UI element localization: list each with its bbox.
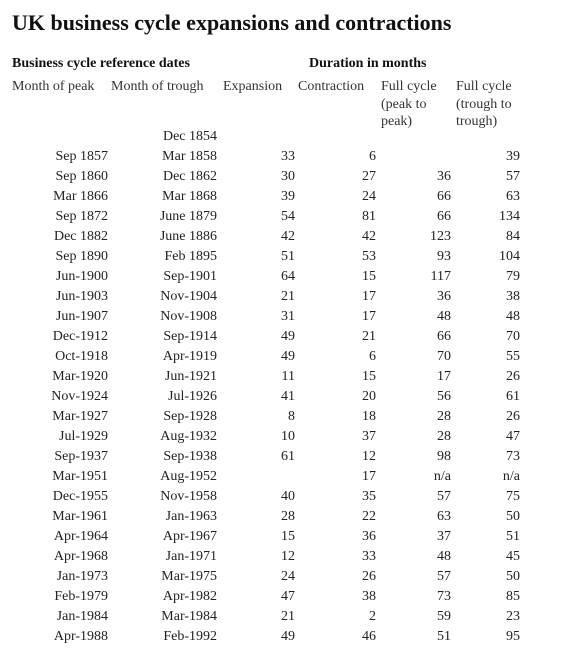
col-header-line: Full cycle — [381, 79, 437, 94]
cell-month-of-peak: Apr-1988 — [53, 629, 108, 644]
cell-full-cycle-trough: 84 — [506, 229, 520, 244]
cell-month-of-trough: Mar 1858 — [162, 149, 217, 164]
col-header-month-of-peak — [12, 78, 94, 96]
cell-contraction: 21 — [362, 329, 376, 344]
cell-expansion: 28 — [281, 509, 295, 524]
table-row — [0, 467, 570, 487]
cell-month-of-trough: Sep-1901 — [163, 269, 217, 284]
cell-month-of-peak: Sep 1890 — [55, 249, 108, 264]
cell-contraction: 6 — [369, 149, 376, 164]
cell-contraction: 24 — [362, 189, 376, 204]
col-header-line: (trough to — [456, 96, 512, 112]
cell-full-cycle-trough: 26 — [506, 409, 520, 424]
table-row — [0, 547, 570, 567]
table-row — [0, 507, 570, 527]
cell-full-cycle-trough: 55 — [506, 349, 520, 364]
table-row — [0, 387, 570, 407]
cell-full-cycle-trough: 70 — [506, 329, 520, 344]
cell-month-of-peak: Oct-1918 — [55, 349, 108, 364]
cell-full-cycle-peak: 117 — [430, 269, 451, 284]
cell-full-cycle-trough: 57 — [506, 169, 520, 184]
cell-month-of-peak: Sep 1857 — [55, 149, 108, 164]
col-header-month-of-trough — [111, 78, 204, 96]
col-header-line: Full cycle — [456, 79, 512, 94]
cell-contraction: 18 — [362, 409, 376, 424]
table-title: UK business cycle expansions and contractions — [12, 10, 452, 35]
cell-full-cycle-trough: n/a — [502, 469, 520, 484]
cell-full-cycle-trough: 75 — [506, 489, 520, 504]
cell-contraction: 12 — [362, 449, 376, 464]
col-header-contraction — [298, 78, 364, 96]
cell-full-cycle-peak: 57 — [437, 569, 451, 584]
cell-month-of-trough: Apr-1919 — [162, 349, 217, 364]
cell-full-cycle-peak: 66 — [437, 209, 451, 224]
cell-full-cycle-trough: 26 — [506, 369, 520, 384]
table-row — [0, 267, 570, 287]
cell-full-cycle-peak: 56 — [437, 389, 451, 404]
cell-full-cycle-peak: 57 — [437, 489, 451, 504]
cell-month-of-peak: Sep-1937 — [54, 449, 108, 464]
cell-month-of-peak: Dec-1912 — [52, 329, 108, 344]
cell-contraction: 17 — [362, 469, 376, 484]
cell-full-cycle-trough: 45 — [506, 549, 520, 564]
cell-expansion: 54 — [281, 209, 295, 224]
cell-contraction: 22 — [362, 509, 376, 524]
cell-month-of-trough: Jan-1971 — [165, 549, 217, 564]
cell-month-of-trough: Sep-1938 — [163, 449, 217, 464]
cell-month-of-trough: Mar-1984 — [161, 609, 217, 624]
cell-expansion: 39 — [281, 189, 295, 204]
cell-full-cycle-peak: 28 — [437, 429, 451, 444]
col-header-line: trough) — [456, 114, 498, 129]
cell-full-cycle-trough: 47 — [506, 429, 520, 444]
cell-full-cycle-peak: 48 — [437, 309, 451, 324]
cell-contraction: 81 — [362, 209, 376, 224]
table-row — [0, 567, 570, 587]
cell-month-of-peak: Apr-1968 — [53, 549, 108, 564]
col-header-line: (peak to — [381, 96, 427, 112]
cell-full-cycle-peak: 37 — [437, 529, 451, 544]
table-row — [0, 527, 570, 547]
cell-full-cycle-peak: 36 — [437, 289, 451, 304]
cell-month-of-peak: Sep 1860 — [55, 169, 108, 184]
table-row — [0, 607, 570, 627]
cell-expansion: 51 — [281, 249, 295, 264]
cell-month-of-peak: Feb-1979 — [54, 589, 108, 604]
cell-expansion: 24 — [281, 569, 295, 584]
table-row — [0, 447, 570, 467]
cell-month-of-trough: Nov-1904 — [160, 289, 217, 304]
cell-full-cycle-trough: 38 — [506, 289, 520, 304]
cell-full-cycle-peak: 98 — [437, 449, 451, 464]
cell-contraction: 33 — [362, 549, 376, 564]
cell-full-cycle-trough: 23 — [506, 609, 520, 624]
cell-full-cycle-trough: 79 — [506, 269, 520, 284]
cell-expansion: 64 — [281, 269, 295, 284]
table-row — [0, 247, 570, 267]
cell-month-of-trough: Dec 1862 — [162, 169, 217, 184]
cell-month-of-peak: Jan-1984 — [56, 609, 108, 624]
cell-full-cycle-trough: 104 — [499, 249, 520, 264]
cell-month-of-peak: Sep 1872 — [55, 209, 108, 224]
cell-full-cycle-trough: 73 — [506, 449, 520, 464]
data-table-body — [0, 127, 570, 647]
cell-month-of-peak: Mar-1951 — [52, 469, 108, 484]
cell-month-of-trough: Sep-1928 — [163, 409, 217, 424]
cell-expansion: 12 — [281, 549, 295, 564]
table-row — [0, 327, 570, 347]
col-header-full-cycle-trough — [456, 78, 512, 131]
cell-month-of-peak: Nov-1924 — [51, 389, 108, 404]
reference-dates-header: Business cycle reference dates — [12, 56, 190, 71]
cell-expansion: 49 — [281, 349, 295, 364]
cell-contraction: 2 — [369, 609, 376, 624]
cell-expansion: 42 — [281, 229, 295, 244]
cell-month-of-trough: Nov-1958 — [160, 489, 217, 504]
cell-month-of-peak: Jun-1907 — [55, 309, 108, 324]
cell-month-of-trough: Jul-1926 — [168, 389, 217, 404]
cell-contraction: 17 — [362, 309, 376, 324]
cell-month-of-trough: Nov-1908 — [160, 309, 217, 324]
cell-month-of-peak: Dec-1955 — [52, 489, 108, 504]
table-row — [0, 167, 570, 187]
cell-expansion: 40 — [281, 489, 295, 504]
cell-full-cycle-trough: 134 — [499, 209, 520, 224]
cell-contraction: 27 — [362, 169, 376, 184]
table-row — [0, 487, 570, 507]
table-row — [0, 207, 570, 227]
cell-month-of-trough: Jan-1963 — [165, 509, 217, 524]
cell-full-cycle-trough: 95 — [506, 629, 520, 644]
cell-full-cycle-trough: 50 — [506, 569, 520, 584]
cell-contraction: 46 — [362, 629, 376, 644]
cell-expansion: 10 — [281, 429, 295, 444]
cell-contraction: 53 — [362, 249, 376, 264]
cell-full-cycle-peak: 66 — [437, 189, 451, 204]
cell-full-cycle-trough: 63 — [506, 189, 520, 204]
col-header-line: Month of trough — [111, 79, 204, 94]
cell-month-of-peak: Mar-1961 — [52, 509, 108, 524]
table-row — [0, 307, 570, 327]
cell-month-of-peak: Apr-1964 — [53, 529, 108, 544]
cell-full-cycle-trough: 39 — [506, 149, 520, 164]
cell-month-of-peak: Jul-1929 — [59, 429, 108, 444]
cell-month-of-trough: Apr-1982 — [162, 589, 217, 604]
cell-full-cycle-peak: 73 — [437, 589, 451, 604]
cell-contraction: 35 — [362, 489, 376, 504]
cell-full-cycle-peak: 93 — [437, 249, 451, 264]
cell-contraction: 15 — [362, 269, 376, 284]
cell-month-of-trough: Sep-1914 — [163, 329, 217, 344]
cell-month-of-trough: June 1886 — [159, 229, 217, 244]
table-row — [0, 127, 570, 147]
cell-month-of-trough: Apr-1967 — [162, 529, 217, 544]
cell-month-of-trough: Dec 1854 — [162, 129, 217, 144]
cell-expansion: 21 — [281, 609, 295, 624]
cell-month-of-trough: Feb-1992 — [163, 629, 217, 644]
cell-expansion: 41 — [281, 389, 295, 404]
cell-full-cycle-peak: 17 — [437, 369, 451, 384]
cell-contraction: 6 — [369, 349, 376, 364]
cell-contraction: 37 — [362, 429, 376, 444]
cell-contraction: 36 — [362, 529, 376, 544]
table-row — [0, 287, 570, 307]
table-row — [0, 147, 570, 167]
cell-full-cycle-trough: 85 — [506, 589, 520, 604]
cell-month-of-peak: Mar-1927 — [52, 409, 108, 424]
cell-expansion: 11 — [281, 369, 295, 384]
cell-full-cycle-peak: 63 — [437, 509, 451, 524]
col-header-expansion — [223, 78, 282, 96]
cell-expansion: 21 — [281, 289, 295, 304]
cell-month-of-peak: Jun-1903 — [55, 289, 108, 304]
cell-expansion: 8 — [288, 409, 295, 424]
cell-expansion: 49 — [281, 329, 295, 344]
duration-header: Duration in months — [309, 56, 427, 71]
cell-month-of-peak: Mar-1920 — [52, 369, 108, 384]
cell-expansion: 49 — [281, 629, 295, 644]
col-header-line: peak) — [381, 114, 413, 129]
table-row — [0, 587, 570, 607]
cell-expansion: 31 — [281, 309, 295, 324]
cell-month-of-trough: Mar 1868 — [162, 189, 217, 204]
cell-contraction: 26 — [362, 569, 376, 584]
cell-expansion: 33 — [281, 149, 295, 164]
cell-full-cycle-peak: 70 — [437, 349, 451, 364]
cell-full-cycle-peak: 51 — [437, 629, 451, 644]
table-row — [0, 187, 570, 207]
cell-month-of-peak: Jun-1900 — [55, 269, 108, 284]
cell-contraction: 17 — [362, 289, 376, 304]
cell-expansion: 15 — [281, 529, 295, 544]
cell-expansion: 47 — [281, 589, 295, 604]
cell-full-cycle-peak: 123 — [430, 229, 451, 244]
cell-month-of-trough: Aug-1952 — [160, 469, 217, 484]
table-row — [0, 347, 570, 367]
table-row — [0, 227, 570, 247]
table-row — [0, 407, 570, 427]
cell-month-of-trough: June 1879 — [159, 209, 217, 224]
cell-full-cycle-peak: 36 — [437, 169, 451, 184]
table-row — [0, 627, 570, 647]
col-header-full-cycle-peak — [381, 78, 437, 131]
cell-expansion: 61 — [281, 449, 295, 464]
cell-full-cycle-peak: 59 — [437, 609, 451, 624]
col-header-line: Expansion — [223, 79, 283, 94]
cell-contraction: 15 — [362, 369, 376, 384]
cell-full-cycle-peak: n/a — [433, 469, 451, 484]
table-row — [0, 367, 570, 387]
cell-month-of-peak: Jan-1973 — [56, 569, 108, 584]
cell-full-cycle-peak: 48 — [437, 549, 451, 564]
cell-expansion: 30 — [281, 169, 295, 184]
cell-full-cycle-trough: 48 — [506, 309, 520, 324]
col-header-line: Month of peak — [12, 79, 95, 94]
cell-full-cycle-peak: 28 — [437, 409, 451, 424]
cell-month-of-trough: Jun-1921 — [164, 369, 217, 384]
cell-full-cycle-trough: 50 — [506, 509, 520, 524]
table-row — [0, 427, 570, 447]
cell-month-of-trough: Feb 1895 — [164, 249, 217, 264]
cell-full-cycle-trough: 61 — [506, 389, 520, 404]
cell-contraction: 38 — [362, 589, 376, 604]
cell-contraction: 42 — [362, 229, 376, 244]
cell-month-of-trough: Mar-1975 — [161, 569, 217, 584]
cell-month-of-peak: Mar 1866 — [53, 189, 108, 204]
cell-full-cycle-trough: 51 — [506, 529, 520, 544]
cell-month-of-peak: Dec 1882 — [53, 229, 108, 244]
cell-contraction: 20 — [362, 389, 376, 404]
col-header-line: Contraction — [298, 79, 365, 94]
cell-full-cycle-peak: 66 — [437, 329, 451, 344]
cell-month-of-trough: Aug-1932 — [160, 429, 217, 444]
